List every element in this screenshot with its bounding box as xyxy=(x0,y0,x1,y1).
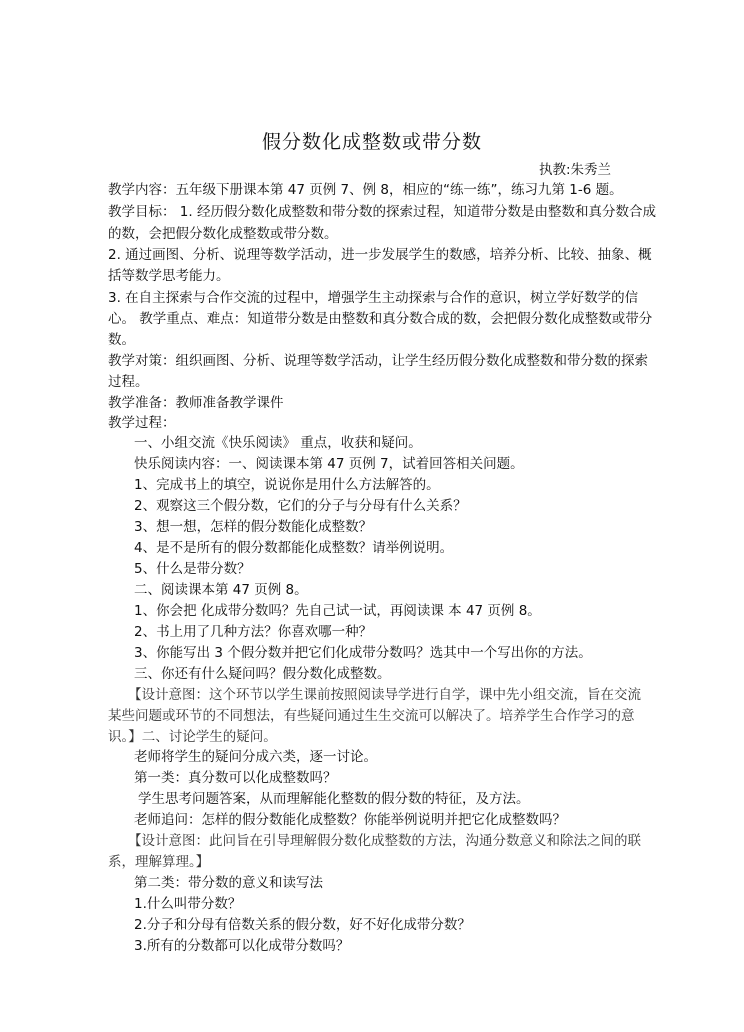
text-line: 识。】二、讨论学生的疑问。 xyxy=(108,729,277,745)
text-line: 老师追问：怎样的假分数能化成整数？你能举例说明并把它化成整数吗？ xyxy=(134,812,566,828)
text-line: 【设计意图：这个环节以学生课前按照阅读导学进行自学，课中先小组交流，旨在交流 xyxy=(128,687,641,703)
text-line: 老师将学生的疑问分成六类，逐一讨论。 xyxy=(134,749,377,765)
text-line: 2.分子和分母有倍数关系的假分数，好不好化成带分数？ xyxy=(134,917,471,933)
text-line: 过程。 xyxy=(108,374,149,390)
text-line: 三、你还有什么疑问吗？假分数化成整数。 xyxy=(134,666,391,682)
text-line: 快乐阅读内容：一、阅读课本第 47 页例 7，试着回答相关问题。 xyxy=(134,456,524,472)
text-line: 学生思考问题答案，从而理解能化整数的假分数的特征，及方法。 xyxy=(138,791,530,807)
text-line: 心。 教学重点、难点：知道带分数是由整数和真分数合成的数，会把假分数化成整数或带分 xyxy=(108,311,653,327)
text-line: 2. 通过画图、分析、说理等数学活动，进一步发展学生的数感，培养分析、比较、抽象、概 xyxy=(108,247,652,263)
text-line: 二、阅读课本第 47 页例 8。 xyxy=(134,582,308,598)
text-line: 【设计意图：此问旨在引导理解假分数化成整数的方法，沟通分数意义和除法之间的联 xyxy=(128,833,641,849)
text-line: 3.所有的分数都可以化成带分数吗？ xyxy=(134,938,350,954)
text-line: 系，理解算理。】 xyxy=(108,854,210,870)
text-line: 4、是不是所有的假分数都能化成整数？请举例说明。 xyxy=(134,540,454,556)
text-line: 的数，会把假分数化成整数或带分数。 xyxy=(108,226,338,242)
document-title: 假分数化成整数或带分数 xyxy=(261,131,482,153)
text-line: 2、观察这三个假分数，它们的分子与分母有什么关系？ xyxy=(134,498,467,514)
text-line: 1.什么叫带分数？ xyxy=(134,896,242,912)
text-line: 括等数学思考能力。 xyxy=(108,268,230,284)
text-line: 教学目标： 1. 经历假分数化成整数和带分数的探索过程，知道带分数是由整数和真分数合成 xyxy=(108,204,656,220)
text-line: 第二类：带分数的意义和读写法 xyxy=(134,875,323,891)
text-line: 教学对策：组织画图、分析、说理等数学活动，让学生经历假分数化成整数和带分数的探索 xyxy=(108,353,648,369)
text-line: 某些问题或环节的不同想法，有些疑问通过生生交流可以解决了。培养学生合作学习的意 xyxy=(108,708,635,724)
text-line: 1、完成书上的填空，说说你是用什么方法解答的。 xyxy=(134,477,440,493)
text-line: 教学内容：五年级下册课本第 47 页例 7、例 8，相应的“练一练”，练习九第 1-6 题。 xyxy=(108,182,623,198)
text-line: 第一类：真分数可以化成整数吗？ xyxy=(134,770,337,786)
text-line: 1、你会把 化成带分数吗？先自己试一试，再阅读课 本 47 页例 8。 xyxy=(134,603,541,619)
text-line: 3、你能写出 3 个假分数并把它们化成带分数吗？选其中一个写出你的方法。 xyxy=(134,645,592,661)
text-line: 一、小组交流《快乐阅读》 重点，收获和疑问。 xyxy=(134,435,422,451)
author-line: 执教:朱秀兰 xyxy=(539,162,612,178)
text-line: 教学准备：教师准备教学课件 xyxy=(108,395,284,411)
text-line: 3. 在自主探索与合作交流的过程中，增强学生主动探索与合作的意识，树立学好数学的信 xyxy=(108,290,639,306)
text-line: 数。 xyxy=(108,332,135,348)
text-line: 教学过程： xyxy=(108,415,176,431)
text-line: 2、书上用了几种方法？你喜欢哪一种？ xyxy=(134,624,373,640)
text-line: 3、想一想，怎样的假分数能化成整数？ xyxy=(134,519,373,535)
text-line: 5、什么是带分数？ xyxy=(134,561,251,577)
